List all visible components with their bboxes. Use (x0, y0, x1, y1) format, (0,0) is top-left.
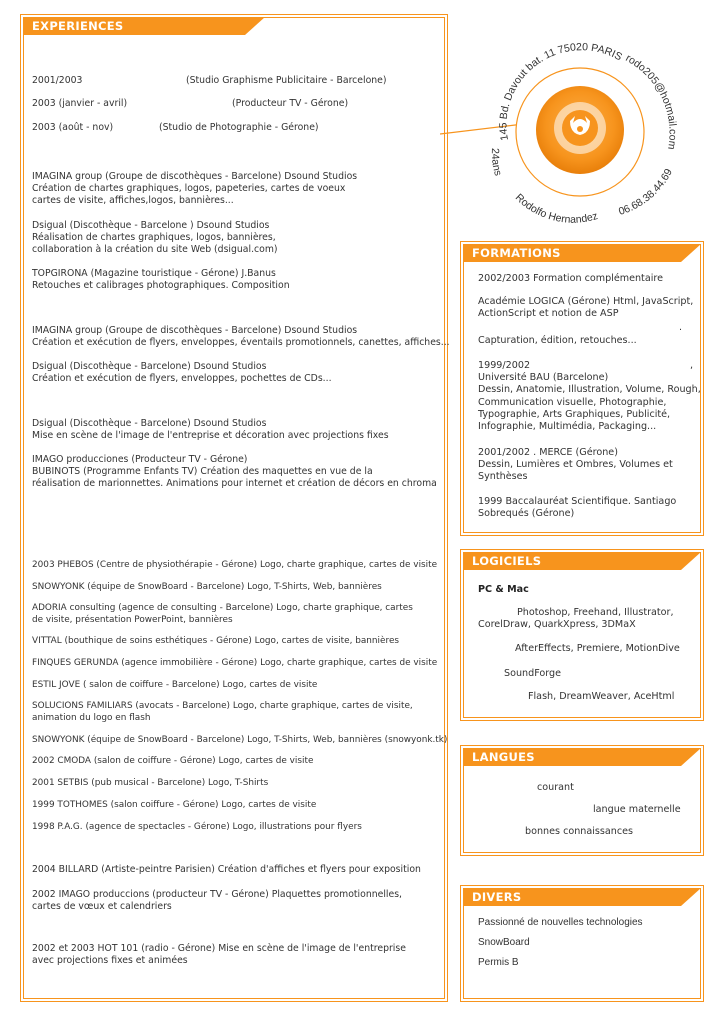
freelance-entry: VITTAL (bouthique de soins esthétiques - Gérone) Logo, cartes de visite, bannières (32, 636, 400, 646)
period-date-3: 2003 (août - nov) (32, 122, 114, 133)
formation-entry: 2002/2003 Formation complémentaire (478, 273, 664, 284)
language-level: langue maternelle (593, 804, 681, 815)
formation-entry: 1999/2002 Université BAU (Barcelone) Dessin, Anatomie, Illustration, Volume, Rough, Communication visuelle, Photographie, Typographie, Arts Graphiques, Publicité, Infographie, Multimédia, Packaging... (478, 360, 701, 433)
contact-circle (430, 20, 690, 235)
freelance-entry: 2002 CMODA (salon de coiffure - Gérone) Logo, cartes de visite (32, 756, 314, 766)
stray-dot: . (679, 322, 683, 333)
freelance-entry: SNOWYONK (équipe de SnowBoard - Barcelone) Logo, T-Shirts, Web, bannières (32, 582, 382, 592)
language-level: bonnes connaissances (525, 826, 634, 837)
divers-title: DIVERS (472, 890, 522, 904)
period-date-2: 2003 (janvier - avril) (32, 98, 128, 109)
freelance-entry: 2001 SETBIS (pub musical - Barcelone) Logo, T-Shirts (32, 778, 269, 788)
freelance-entry: FINQUES GERUNDA (agence immobilière - Gérone) Logo, charte graphique, cartes de visite (32, 658, 438, 668)
other-entry: 2004 BILLARD (Artiste-peintre Parisien) Création d'affiches et flyers pour exposition (32, 864, 421, 875)
other-entry: 2002 et 2003 HOT 101 (radio - Gérone) Mise en scène de l'image de l'entreprise avec projections fixes et animées (32, 943, 406, 966)
experience-entry: TOPGIRONA (Magazine touristique - Gérone) J.Banus Retouches et calibrages photographiques. Composition (32, 268, 290, 291)
formations-header (463, 244, 681, 262)
formation-entry: 1999 Baccalauréat Scientifique. Santiago Sobrequés (Gérone) (478, 496, 677, 520)
svg-text:Rodolfo Hernandez (513, 192, 599, 226)
freelance-entry: 1999 TOTHOMES (salon coiffure - Gérone) Logo, cartes de visite (32, 800, 317, 810)
period-place-1: (Studio Graphisme Publicitaire - Barcelone) (186, 75, 387, 86)
formation-entry: 2001/2002 . MERCE (Gérone) Dessin, Lumières et Ombres, Volumes et Synthèses (478, 447, 673, 483)
experience-entry: Dsigual (Discothèque - Barcelone) Dsound Studios Création et exécution de flyers, enveloppes, pochettes de CDs... (32, 361, 332, 384)
header-tab-corner (681, 888, 701, 906)
software-line: Flash, DreamWeaver, AceHtml (528, 691, 675, 702)
logiciels-title: LOGICIELS (472, 554, 542, 568)
period-place-2: (Producteur TV - Gérone) (232, 98, 349, 109)
software-line: AfterEffects, Premiere, MotionDive (515, 643, 680, 654)
experiences-title: EXPERIENCES PROFESSIONELLES (32, 19, 158, 51)
experience-entry: IMAGO producciones (Producteur TV - Gérone) BUBINOTS (Programme Enfants TV) Création des maquettes en vue de la réalisation de marionnettes. Animations pour internet et création de décors en chroma (32, 454, 437, 489)
hobby-item: Permis B (478, 957, 519, 968)
age-text: 24ans (488, 147, 505, 178)
experience-entry: Dsigual (Discothèque - Barcelone ) Dsound Studios Réalisation de chartes graphiques, logos, bannières, collaboration à la création du site Web (dsigual.com) (32, 220, 278, 255)
software-line: CorelDraw, QuarkXpress, 3DMaX (478, 619, 636, 630)
freelance-entry: ADORIA consulting (agence de consulting - Barcelone) Logo, charte graphique, cartes de visite, présentation PowerPoint, bannières (32, 603, 413, 625)
langues-title: LANGUES (472, 750, 535, 764)
freelance-entry: 1998 P.A.G. (agence de spectacles - Gérone) Logo, illustrations pour flyers (32, 822, 362, 832)
experiences-frame-inner (23, 17, 448, 999)
period-place-3: (Studio de Photographie - Gérone) (159, 122, 319, 133)
header-tab-corner (681, 244, 701, 262)
header-tab-corner (681, 748, 701, 766)
langues-header (463, 748, 681, 766)
header-tab-corner (245, 17, 265, 35)
other-entry: 2002 IMAGO produccions (producteur TV - Gérone) Plaquettes promotionnelles, cartes de vœux et calendriers (32, 889, 403, 912)
software-line: SoundForge (504, 668, 562, 679)
address-text: 145 Bd. Davout bat. 11 75020 PARIS (497, 41, 625, 142)
language-level: courant (537, 782, 574, 793)
divers-header (463, 888, 681, 906)
software-line: Photoshop, Freehand, Illustrator, (517, 607, 674, 618)
formations-title: FORMATIONS (472, 246, 561, 260)
freelance-entry: SOLUCIONS FAMILIARS (avocats - Barcelone) Logo, charte graphique, cartes de visite, animation du logo en flash (32, 701, 413, 723)
formation-entry: Académie LOGICA (Gérone) Html, JavaScript, ActionScript et notion de ASP (478, 296, 694, 320)
header-tab-corner (681, 552, 701, 570)
freelance-entry: SNOWYONK (équipe de SnowBoard - Barcelone) Logo, T-Shirts, Web, bannières (snowyonk.tk) (32, 735, 448, 745)
email-text: rodo205@hotmail.com (623, 52, 679, 151)
experience-entry: IMAGINA group (Groupe de discothèques - Barcelone) Dsound Studios Création et exécution de flyers, enveloppes, éventails promotionnels, canettes, affiches... (32, 325, 450, 348)
period-date-1: 2001/2003 (32, 75, 83, 86)
name-text: Rodolfo Hernandez (512, 191, 600, 226)
experience-entry: IMAGINA group (Groupe de discothèques - Barcelone) Dsound Studios Création de chartes graphiques, logos, papeteries, cartes de voeux cartes de visite, affiches,logos, bannières... (32, 171, 358, 206)
experiences-header (23, 17, 245, 51)
platform-label: PC & Mac (478, 584, 529, 595)
freelance-entry: ESTIL JOVE ( salon de coiffure - Barcelone) Logo, cartes de visite (32, 680, 318, 690)
svg-text:24ans (489, 148, 504, 177)
phone-text: 06.68.38.44.69 (617, 166, 675, 218)
experience-entry: Dsigual (Discothèque - Barcelone) Dsound Studios Mise en scène de l'image de l'entreprise et décoration avec projections fixes (32, 418, 389, 441)
formation-entry: Capturation, édition, retouches... (478, 335, 637, 346)
stray-dot: , (690, 360, 694, 371)
freelance-entry: 2003 PHEBOS (Centre de physiothérapie - Gérone) Logo, charte graphique, cartes de visite (32, 560, 438, 570)
logiciels-header (463, 552, 681, 570)
hobby-item: Passionné de nouvelles technologies (478, 917, 643, 928)
hobby-item: SnowBoard (478, 937, 530, 948)
